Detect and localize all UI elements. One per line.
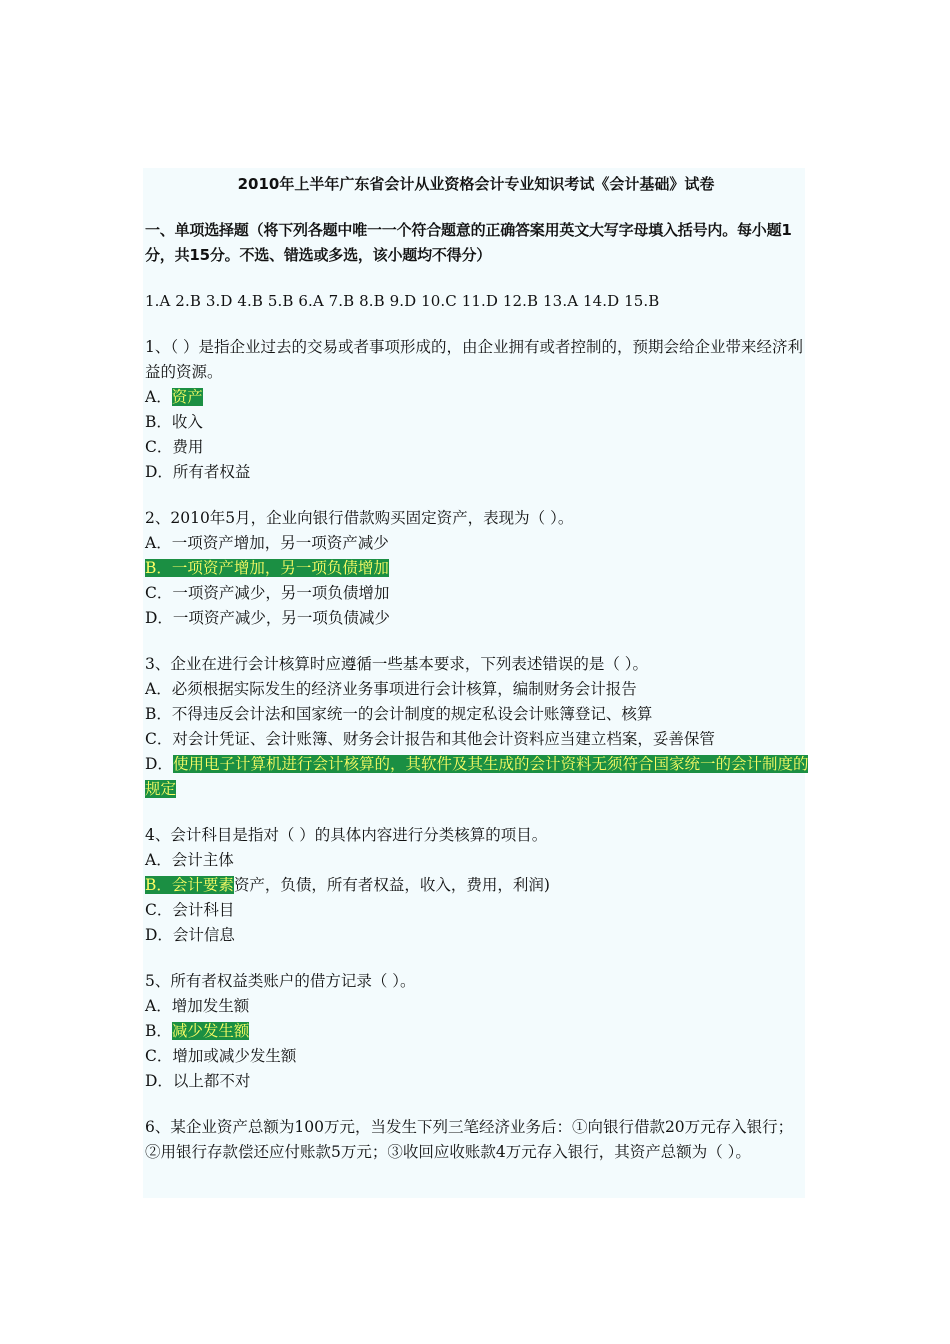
correct-answer-highlight: B．一项资产增加，另一项负债增加 [145,559,389,577]
question-stem: 6、某企业资产总额为100万元，当发生下列三笔经济业务后：①向银行借款20万元存入银行；②用银行存款偿还应付账款5万元；③收回应收账款4万元存入银行，其资产总额为（ ）。 [145,1118,794,1161]
question-stem: 3、企业在进行会计核算时应遵循一些基本要求，下列表述错误的是（ ）。 [145,655,649,673]
correct-answer-highlight: 减少发生额 [171,1022,250,1040]
option-a: A．必须根据实际发生的经济业务事项进行会计核算，编制财务会计报告 [145,680,637,698]
option-b [145,873,815,898]
question-stem: 5、所有者权益类账户的借方记录（ ）。 [145,972,416,990]
option-c: C．费用 [145,438,204,456]
option-a: A．一项资产增加，另一项资产减少 [145,534,389,552]
option-c: C．增加或减少发生额 [145,1047,297,1065]
option-d: D．会计信息 [145,926,235,944]
option-c: C．对会计凭证、会计账簿、财务会计报告和其他会计资料应当建立档案，妥善保管 [145,730,715,748]
option-b: B．减少发生额 [145,1022,250,1040]
correct-answer-highlight: 使用电子计算机进行会计核算的，其软件及其生成的会计资料无须符合国家统一的会计制度的规定 [145,755,809,798]
question-stem: 4、会计科目是指对（ ）的具体内容进行分类核算的项目。 [145,826,548,844]
question-3 [145,652,815,802]
option-b: B．收入 [145,413,203,431]
option-c: C．一项资产减少，另一项负债增加 [145,584,390,602]
option-d: D．一项资产减少，另一项负债减少 [145,609,390,627]
answer-key: 1.A 2.B 3.D 4.B 5.B 6.A 7.B 8.B 9.D 10.C 11.D 12.B 13.A 14.D 15.B [145,292,660,310]
option-d: D．使用电子计算机进行会计核算的，其软件及其生成的会计资料无须符合国家统一的会计制度的规定 [145,755,809,798]
question-1 [145,335,815,485]
option-c: C．会计科目 [145,901,235,919]
question-stem: 2、2010年5月，企业向银行借款购买固定资产，表现为（ ）。 [145,509,574,527]
question-stem: 1、（ ）是指企业过去的交易或者事项形成的，由企业拥有或者控制的，预期会给企业带来经济利益的资源。 [145,338,804,381]
option-d: D．以上都不对 [145,1072,251,1090]
option-a: A．会计主体 [145,851,234,869]
question-6 [145,1115,815,1165]
document-title: 2010年上半年广东省会计从业资格会计专业知识考试《会计基础》试卷 [237,175,715,193]
correct-answer-highlight: B．会计要素 [145,876,234,894]
correct-answer-highlight: 资产 [171,388,203,406]
option-a: A．增加发生额 [145,997,250,1015]
option-d: D．所有者权益 [145,463,251,481]
document-content [145,172,815,1186]
question-4 [145,823,815,948]
option-b: B．不得违反会计法和国家统一的会计制度的规定私设会计账簿登记、核算 [145,705,653,723]
answer-note: 资产，负债，所有者权益，收入，费用，利润) [233,876,550,894]
option-b [145,556,815,581]
question-2 [145,506,815,631]
option-a: A．资产 [145,388,203,406]
section-heading: 一、单项选择题（将下列各题中唯一一个符合题意的正确答案用英文大写字母填入括号内。每小题1分，共15分。不选、错选或多选，该小题均不得分） [145,221,792,264]
question-5 [145,969,815,1094]
